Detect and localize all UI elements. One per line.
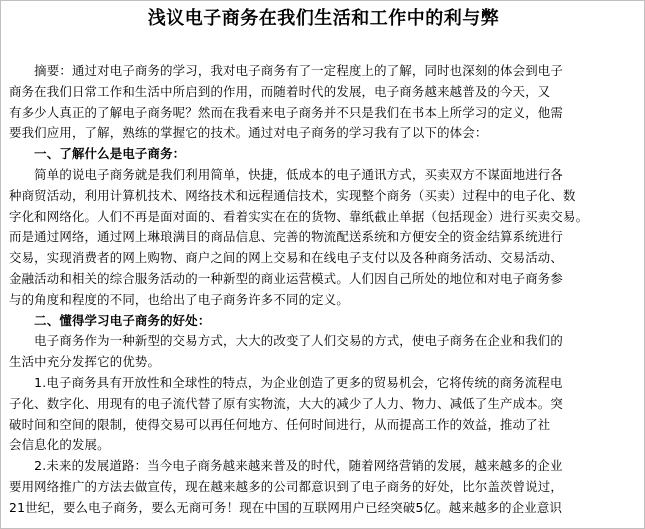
- text-line: 21世纪，要么电子商务，要么无商可务！现在中国的互联网用户已经突破5亿。越来越多的企业意识: [9, 499, 563, 515]
- text-line: 要用网络推广的方法去做宣传，现在越来越多的公司都意识到了电子商务的好处，比尔盖茨曾说过，: [9, 478, 563, 494]
- document-title: 浅议电子商务在我们生活和工作中的利与弊: [147, 8, 500, 29]
- text-line: 与的角度和程度的不同，也给出了电子商务许多不同的定义。: [9, 291, 349, 307]
- text-line: 1.电子商务具有开放性和全球性的特点，为企业创造了更多的贸易机会，它将传统的商务流程电: [9, 374, 563, 390]
- text-line: 2.未来的发展道路：当今电子商务越来越来普及的时代，随着网络营销的发展，越来越多的企业: [9, 458, 563, 474]
- text-line: 字化和网络化。人们不再是面对面的、看着实实在在的货物、靠纸截止单据（包括现金）进行买卖交易。: [9, 208, 589, 224]
- text-line: 商务在我们日常工作和生活中所启到的作用，而随着时代的发展，电子商务越来越普及的今天，又: [9, 83, 551, 99]
- text-line: 生活中充分发挥它的优势。: [9, 354, 161, 370]
- text-line: 要我们应用，了解，熟练的掌握它的技术。通过对电子商务的学习我有了以下的体会：: [9, 125, 488, 141]
- document-body: [9, 61, 639, 519]
- text-line: 破时间和空间的限制，使得交易可以再任何地方、任何时间进行，从而提高工作的效益，推动了社: [9, 416, 551, 432]
- text-line: 有多少人真正的了解电子商务呢？然而在我看来电子商务并不只是我们在书本上所学习的定义，他需: [9, 104, 563, 120]
- text-line: 简单的说电子商务就是我们利用简单，快捷，低成本的电子通讯方式，买卖双方不谋面地进行各: [9, 166, 563, 182]
- text-line: 子化、数字化、用现有的电子流代替了原有实物流，大大的减少了人力、物力、减低了生产成本。突: [9, 395, 563, 411]
- text-line: 会信息化的发展。: [9, 437, 110, 453]
- text-line: 摘要：通过对电子商务的学习，我对电子商务有了一定程度上的了解，同时也深刻的体会到电子: [9, 63, 563, 78]
- section-heading: 一、了解什么是电子商务：: [9, 146, 186, 162]
- text-line: 电子商务作为一种新型的交易方式，大大的改变了人们交易的方式，使电子商务在企业和我们的: [9, 333, 563, 349]
- text-line: 金融活动和相关的综合服务活动的一种新型的商业运营模式。人们因自己所处的地位和对电子商务参: [9, 270, 563, 286]
- text-line: 而是通过网络，通过网上琳琅满目的商品信息、完善的物流配送系统和方便安全的资金结算系统进行: [9, 229, 563, 245]
- section-heading: 二、懂得学习电子商务的好处：: [9, 312, 211, 328]
- text-line: 交易，实现消费者的网上购物、商户之间的网上交易和在线电子支付以及各种商务活动、交易活动、: [9, 250, 563, 266]
- text-line: 种商贸活动，利用计算机技术、网络技术和远程通信技术，实现整个商务（买卖）过程中的电子化、数: [9, 187, 576, 203]
